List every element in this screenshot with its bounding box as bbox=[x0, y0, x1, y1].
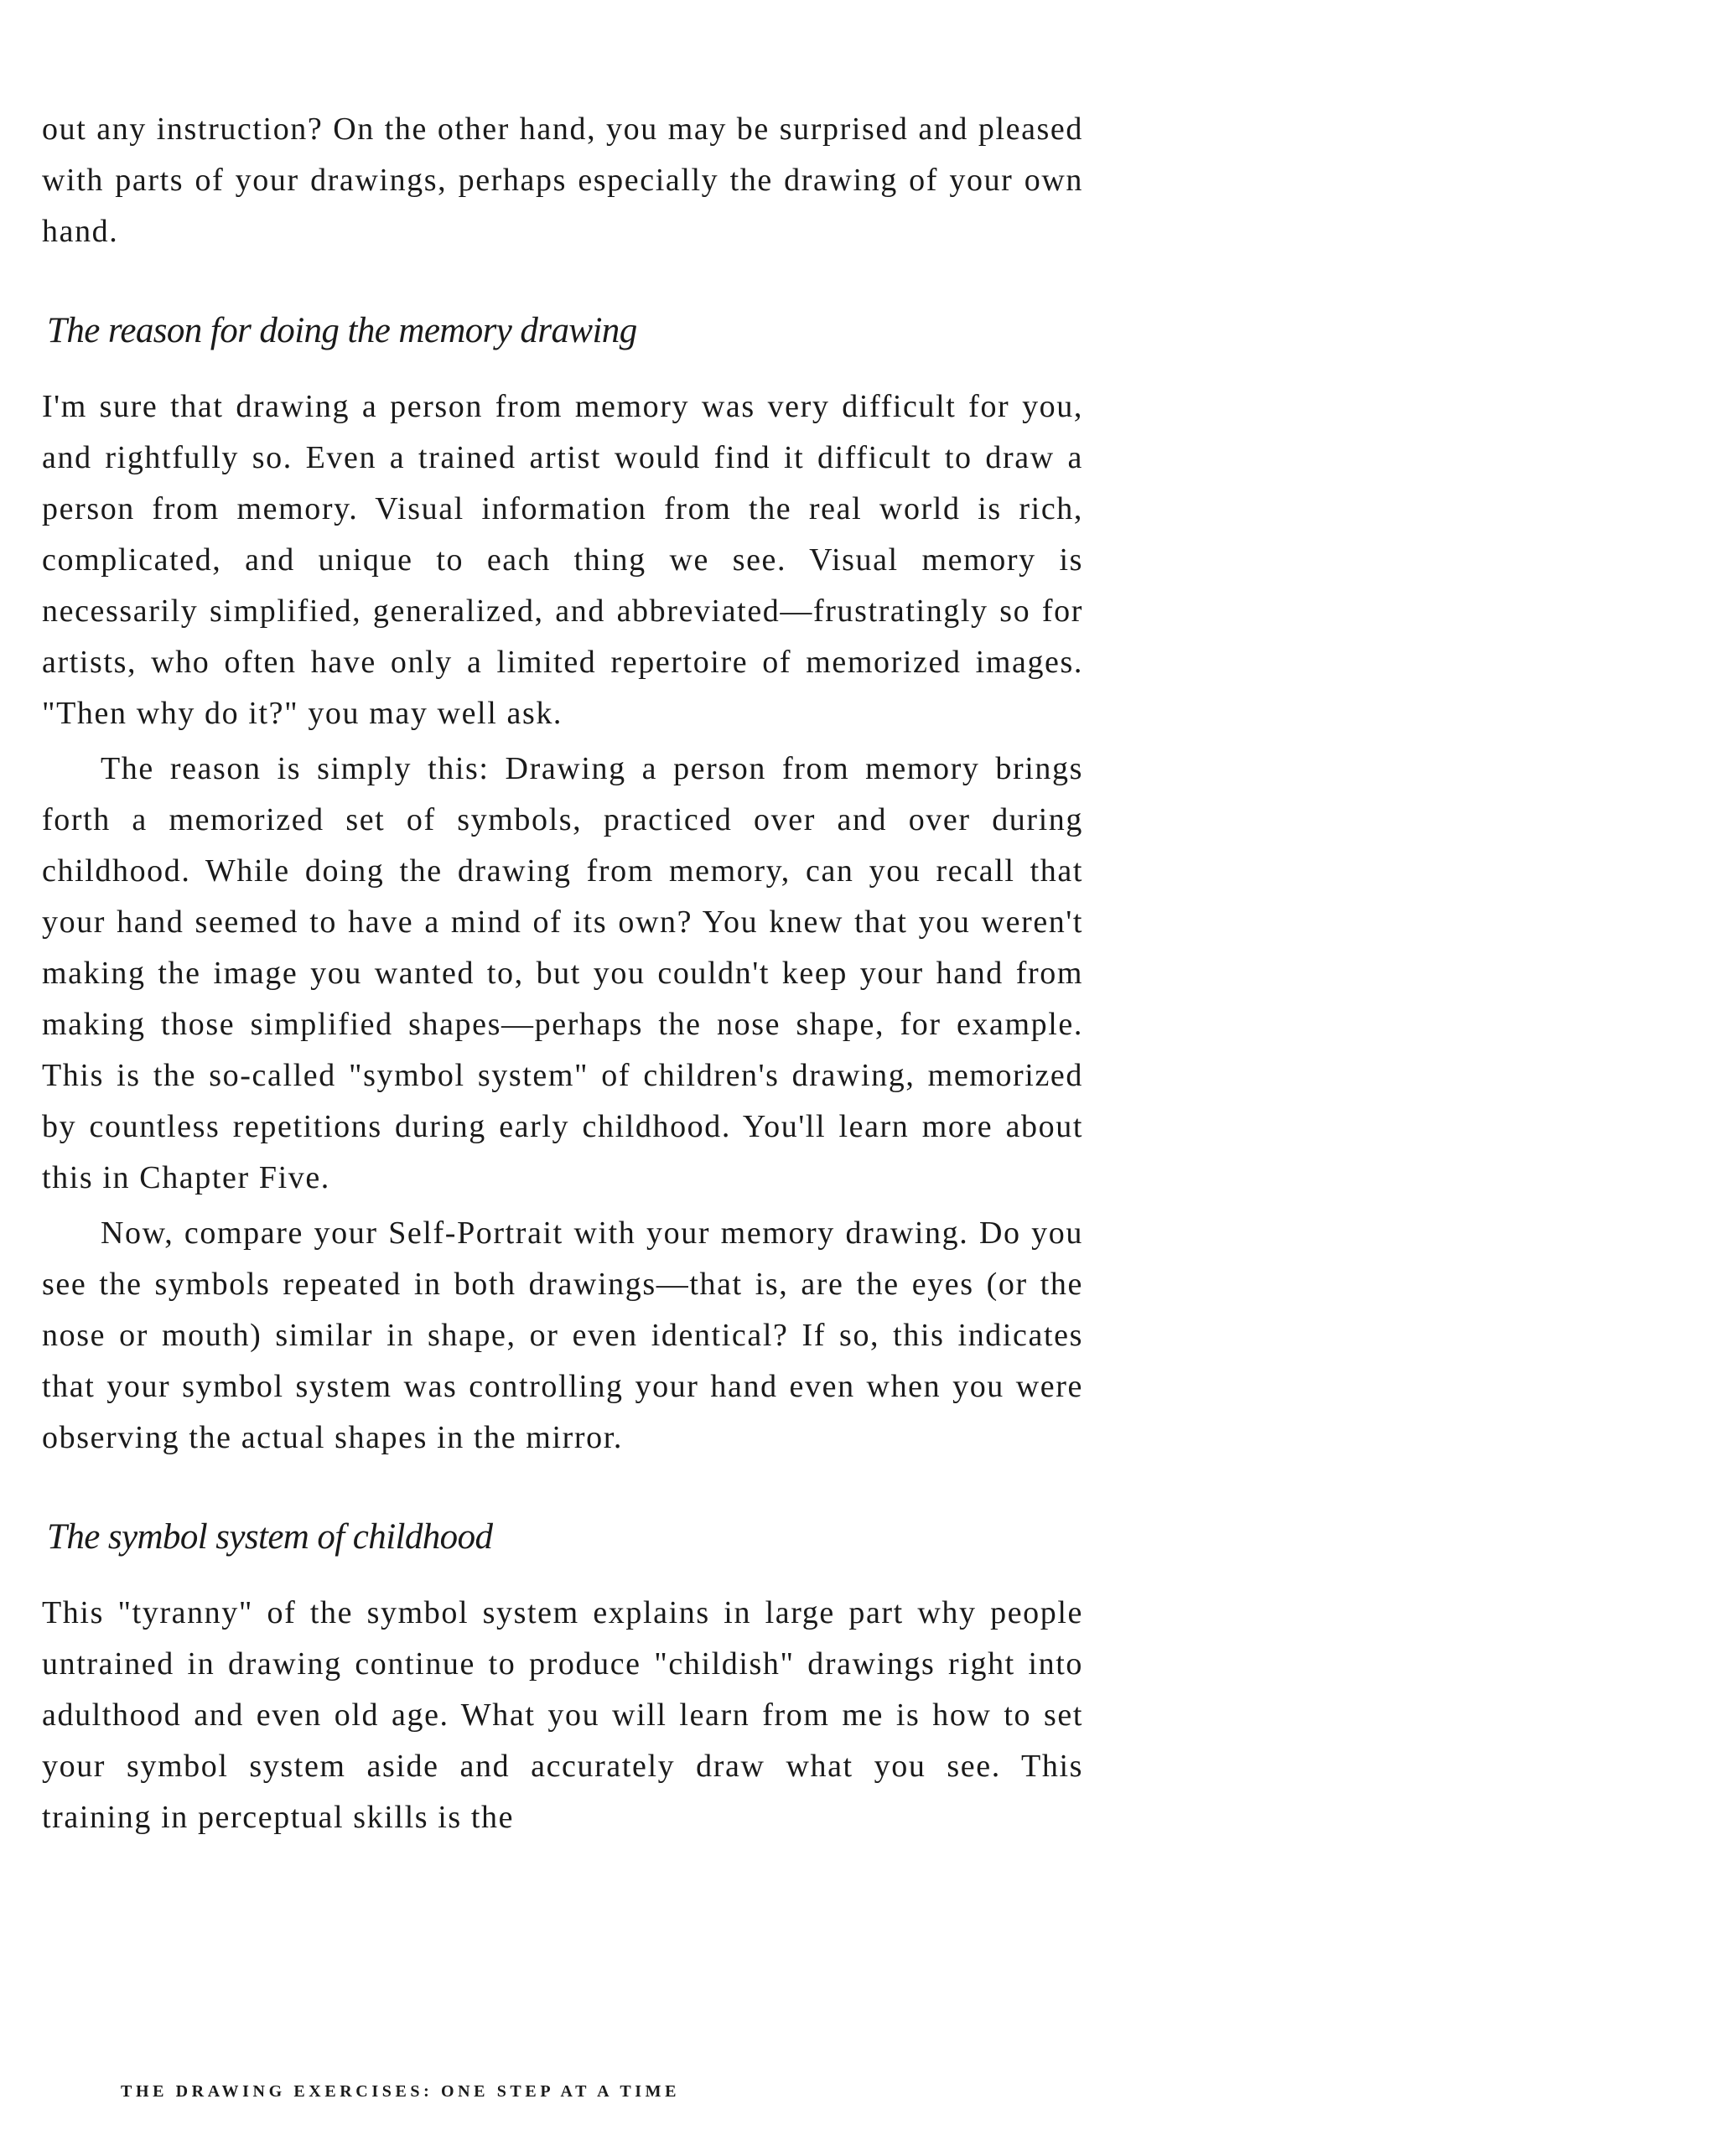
page-body bbox=[42, 104, 1083, 1843]
body-paragraph: This "tyranny" of the symbol system explains in large part why people untrained in drawing continue to produce "childish" drawings right into adulthood and even old age. What you will learn from me is how to set your symbol system aside and accurately draw what you see. This training in perceptual skills is the bbox=[42, 1595, 1083, 1835]
running-footer: THE DRAWING EXERCISES: ONE STEP AT A TIME bbox=[121, 2082, 681, 2101]
body-paragraph: Now, compare your Self-Portrait with your memory drawing. Do you see the symbols repeated in both drawings—that is, are the eyes (or the nose or mouth) similar in shape, or even identical? If so, this indicates that your symbol system was controlling your hand even when you were observing the actual shapes in the mirror. bbox=[42, 1215, 1083, 1455]
body-paragraph: I'm sure that drawing a person from memory was very difficult for you, and rightfully so. Even a trained artist would find it difficult to draw a person from memory. Visual information from the real world is rich, complicated, and unique to each thing we see. Visual memory is necessarily simplified, generalized, and abbreviated—frustratingly so for artists, who often have only a limited repertoire of memorized images. "Then why do it?" you may well ask. bbox=[42, 389, 1083, 731]
body-paragraph-continued: out any instruction? On the other hand, you may be surprised and pleased with parts of your drawings, perhaps especially the drawing of your own hand. bbox=[42, 111, 1083, 249]
section-heading-memory-drawing: The reason for doing the memory drawing bbox=[47, 311, 637, 350]
section-heading-symbol-system: The symbol system of childhood bbox=[47, 1517, 493, 1557]
body-paragraph: The reason is simply this: Drawing a person from memory brings forth a memorized set of symbols, practiced over and over during childhood. While doing the drawing from memory, can you recall that your hand seemed to have a mind of its own? You knew that you weren't making the image you wanted to, but you couldn't keep your hand from making those simplified shapes—perhaps the nose shape, for example. This is the so-called "symbol system" of children's drawing, memorized by countless repetitions during early childhood. You'll learn more about this in Chapter Five. bbox=[42, 751, 1083, 1195]
